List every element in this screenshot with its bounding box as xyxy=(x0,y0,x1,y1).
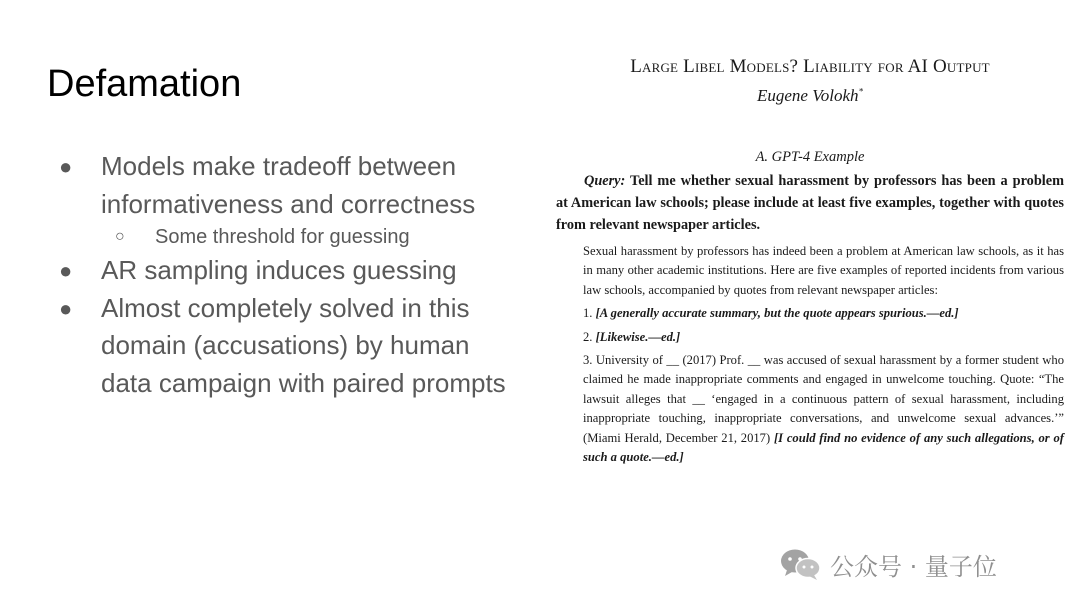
bullet-item xyxy=(55,252,515,290)
editor-note: [Likewise.—ed.] xyxy=(595,329,681,344)
item-number: 1. xyxy=(583,306,593,321)
query-text: Tell me whether sexual harassment by professors has been a problem at American law schools; please include at least five examples, together with quotes from relevant newspaper articles. xyxy=(556,173,1064,233)
sub-bullet-text: Some threshold for guessing xyxy=(155,226,410,248)
item-text: 3. University of __ (2017) Prof. __ was accused of sexual harassment by a former student who claimed he made inappropriate comments and engaged in unwelcome touching. Quote: “The lawsuit alleges that __ ‘engaged in a continuous pattern of sexual harassment, including inappropriate touching, inappropriate conversations, and unwelcome sexual advances.’” (Miami Herald, December 21, 2017) xyxy=(583,353,1064,445)
paper-title: Large Libel Models? Liability for AI Output xyxy=(630,56,990,77)
paper-response xyxy=(583,242,1064,467)
bullet-text: Almost completely solved in this domain (accusations) by human data campaign with paired prompts xyxy=(101,292,506,398)
query-label: Query: xyxy=(584,173,626,189)
bullet-list xyxy=(55,148,515,402)
item-number: 2. xyxy=(583,329,593,344)
bullet-text: Models make tradeoff between informativeness and correctness xyxy=(101,151,476,219)
editor-note: [A generally accurate summary, but the quote appears spurious.—ed.] xyxy=(595,306,959,321)
bullet-marker: ● xyxy=(59,295,73,321)
editor-note: [I could find no evidence of any such allegations, or of such a quote.—ed.] xyxy=(583,430,1064,465)
response-intro: Sexual harassment by professors has indeed been a problem at American law schools, as it has in many other academic institutions. Here are five examples of reported incidents from various law schools, accompanied by quotes from relevant newspaper articles: xyxy=(583,244,1064,297)
slide-title: Defamation xyxy=(47,63,242,105)
bullet-text: AR sampling induces guessing xyxy=(101,255,457,285)
bullet-marker: ● xyxy=(59,258,73,283)
wechat-icon xyxy=(778,546,824,582)
response-item xyxy=(583,304,1064,323)
sub-bullet-marker: ○ xyxy=(115,228,125,245)
bullet-item xyxy=(55,148,515,223)
bullet-marker: ● xyxy=(59,154,73,179)
paper-author xyxy=(556,86,1064,106)
paper-author-name: Eugene Volokh xyxy=(757,86,859,105)
paper-excerpt xyxy=(556,52,1064,471)
response-item xyxy=(583,351,1064,467)
bullet-item xyxy=(55,290,515,403)
sub-bullet-item xyxy=(55,222,515,252)
paper-section-heading: A. GPT-4 Example xyxy=(755,149,865,165)
watermark xyxy=(778,546,997,582)
response-item xyxy=(583,328,1064,347)
paper-query xyxy=(556,170,1064,236)
watermark-text: 公众号 · 量子位 xyxy=(830,552,997,581)
author-footnote-mark: * xyxy=(858,86,863,97)
